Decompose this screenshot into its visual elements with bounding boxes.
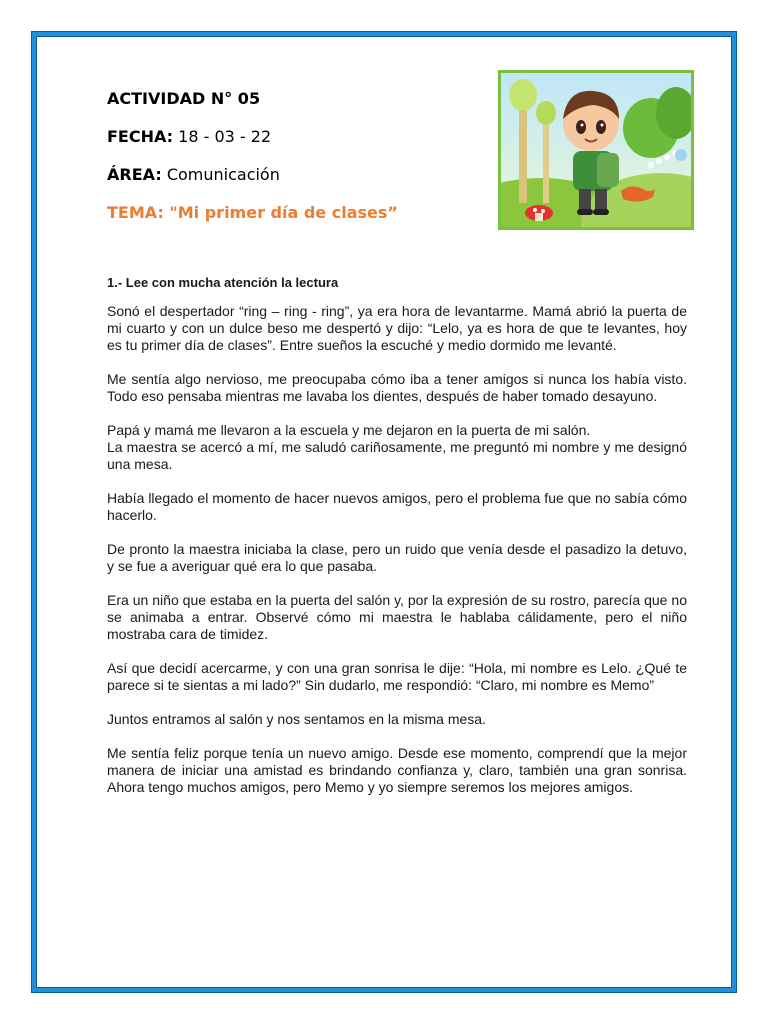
reading-section xyxy=(107,274,687,813)
date-line xyxy=(107,124,487,162)
paragraph-9: Me sentía feliz porque tenía un nuevo amigo. Desde ese momento, comprendí que la mejor manera de iniciar una amistad es brindando confianza y, claro, también una gran sonrisa. Ahora tengo muchos amigos, pero Memo y yo siempre seremos los mejores amigos. xyxy=(107,745,687,795)
activity-number: ACTIVIDAD N° 05 xyxy=(107,89,261,108)
paragraph-6: Era un niño que estaba en la puerta del salón y, por la expresión de su rostro, parecía que no se animaba a entrar. Observé cómo mi maestra le hablaba cálidamente, pero el niño mostraba cara de timidez. xyxy=(107,592,687,642)
area-label: ÁREA: xyxy=(107,165,162,184)
area-value: Comunicación xyxy=(166,165,280,184)
paragraph-7: Así que decidí acercarme, y con una gran sonrisa le dije: “Hola, mi nombre es Lelo. ¿Qué te parece si te sientas a mi lado?” Sin dudarlo, me respondió: “Claro, mi nombre es Memo” xyxy=(107,660,687,693)
paragraph-4: Había llegado el momento de hacer nuevos amigos, pero el problema fue que no sabía cómo hacerlo. xyxy=(107,490,687,523)
reading-heading: 1.- Lee con mucha atención la lectura xyxy=(107,275,339,290)
paragraph-3 xyxy=(107,422,687,473)
activity-header xyxy=(107,86,487,238)
topic-title: TEMA: "Mi primer día de clases” xyxy=(107,203,398,222)
paragraph-3-line-2: La maestra se acercó a mí, me saludó cariñosamente, me preguntó mi nombre y me designó una mesa. xyxy=(107,439,687,472)
date-label: FECHA: xyxy=(107,127,174,146)
paragraph-8: Juntos entramos al salón y nos sentamos en la misma mesa. xyxy=(107,711,486,727)
paragraph-3-line-1: Papá y mamá me llevaron a la escuela y me dejaron en la puerta de mi salón. xyxy=(107,422,591,438)
paragraph-2: Me sentía algo nervioso, me preocupaba cómo iba a tener amigos si nunca los había visto. Todo eso pensaba mientras me lavaba los dientes, después de haber tomado desayuno. xyxy=(107,371,687,404)
cartoon-scene-image xyxy=(501,73,691,227)
paragraph-5: De pronto la maestra iniciaba la clase, pero un ruido que venía desde el pasadizo la detuvo, y se fue a averiguar qué era lo que pasaba. xyxy=(107,541,687,574)
boy-with-backpack-illustration xyxy=(498,70,694,230)
area-line xyxy=(107,162,487,200)
date-value: 18 - 03 - 22 xyxy=(178,127,272,146)
paragraph-1: Sonó el despertador “ring – ring - ring”, ya era hora de levantarme. Mamá abrió la puerta de mi cuarto y con un dulce beso me despertó y dijo: “Lelo, ya es hora de que te levantes, hoy es tu primer día de clases”. Entre sueños la escuché y medio dormido me levanté. xyxy=(107,303,687,353)
